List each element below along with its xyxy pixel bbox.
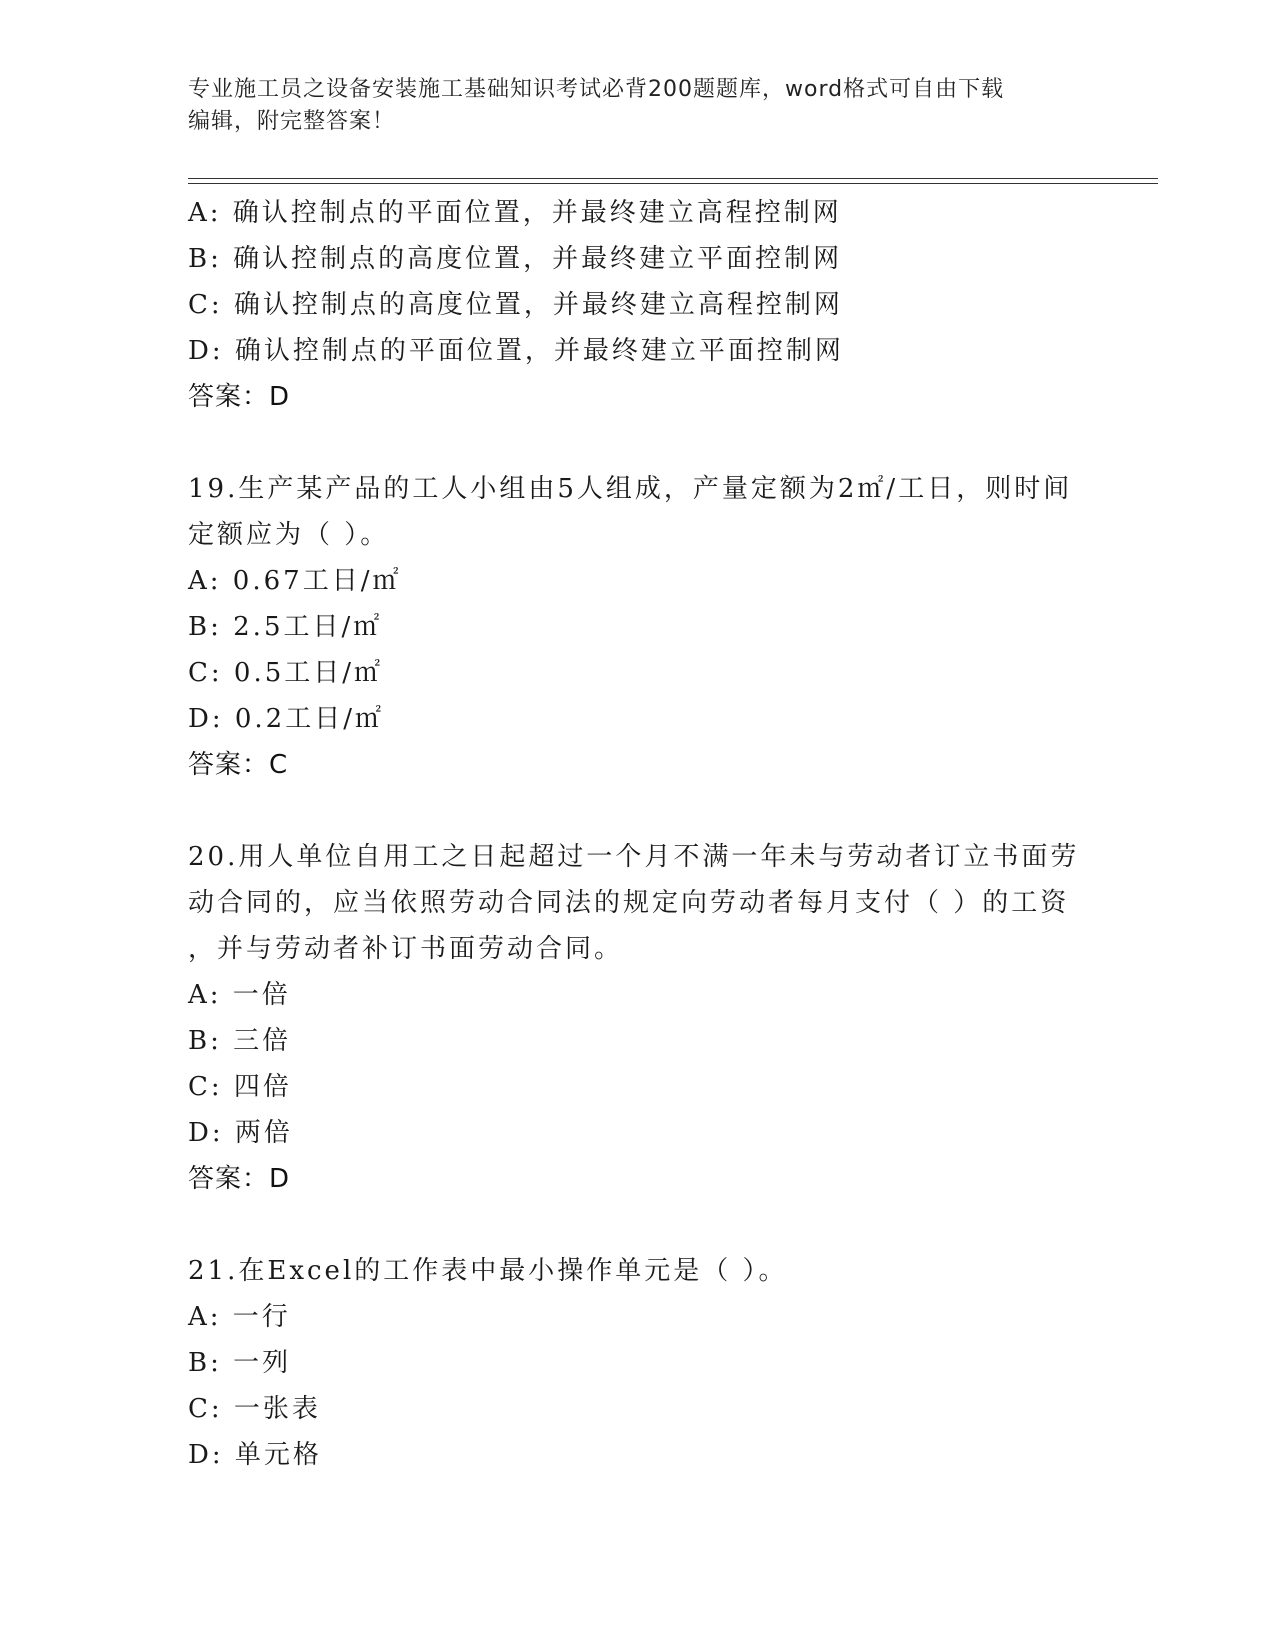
question-text-line-1: 19.生产某产品的工人小组由5人组成，产量定额为2㎡/工日，则时间: [188, 474, 1073, 504]
option-c: C: 一张表: [188, 1394, 321, 1424]
header-title-line-1: 专业施工员之设备安装施工基础知识考试必背200题题库，word格式可自由下载: [188, 77, 1005, 102]
option-a: A: 确认控制点的平面位置，并最终建立高程控制网: [188, 198, 842, 228]
header-divider-top: [188, 178, 1158, 179]
question-text-line-2: 动合同的，应当依照劳动合同法的规定向劳动者每月支付（ ）的工资: [188, 888, 1070, 918]
option-d: D: 两倍: [188, 1118, 293, 1148]
header-divider-bottom: [188, 183, 1158, 184]
spacer: [188, 788, 1088, 834]
question-21: [188, 1248, 1088, 1478]
answer: 答案：C: [188, 750, 289, 780]
option-c: C: 确认控制点的高度位置，并最终建立高程控制网: [188, 290, 843, 320]
spacer: [188, 1202, 1088, 1248]
answer: 答案：D: [188, 1164, 291, 1194]
question-text-line-3: ，并与劳动者补订书面劳动合同。: [188, 934, 624, 964]
question-19: [188, 466, 1088, 788]
option-d: D: 0.2工日/㎡: [188, 704, 384, 734]
option-b: B: 2.5工日/㎡: [188, 612, 383, 642]
header-title-line-2: 编辑，附完整答案！: [188, 109, 396, 134]
question-text-line-1: 20.用人单位自用工之日起超过一个月不满一年未与劳动者订立书面劳: [188, 842, 1080, 872]
question-text-line-2: 定额应为（ ）。: [188, 520, 390, 550]
answer: 答案：D: [188, 382, 291, 412]
option-b: B: 确认控制点的高度位置，并最终建立平面控制网: [188, 244, 843, 274]
option-c: C: 四倍: [188, 1072, 292, 1102]
question-18: [188, 190, 1088, 420]
option-d: D: 确认控制点的平面位置，并最终建立平面控制网: [188, 336, 844, 366]
spacer: [188, 420, 1088, 466]
option-b: B: 三倍: [188, 1026, 292, 1056]
question-text-line-1: 21.在Excel的工作表中最小操作单元是（ ）。: [188, 1256, 788, 1286]
option-d: D: 单元格: [188, 1440, 322, 1470]
option-c: C: 0.5工日/㎡: [188, 658, 384, 688]
option-b: B: 一列: [188, 1348, 292, 1378]
option-a: A: 0.67工日/㎡: [188, 566, 402, 596]
question-list: [188, 190, 1088, 1478]
option-a: A: 一行: [188, 1302, 291, 1332]
question-20: [188, 834, 1088, 1202]
document-header: [188, 74, 1088, 138]
option-a: A: 一倍: [188, 980, 291, 1010]
